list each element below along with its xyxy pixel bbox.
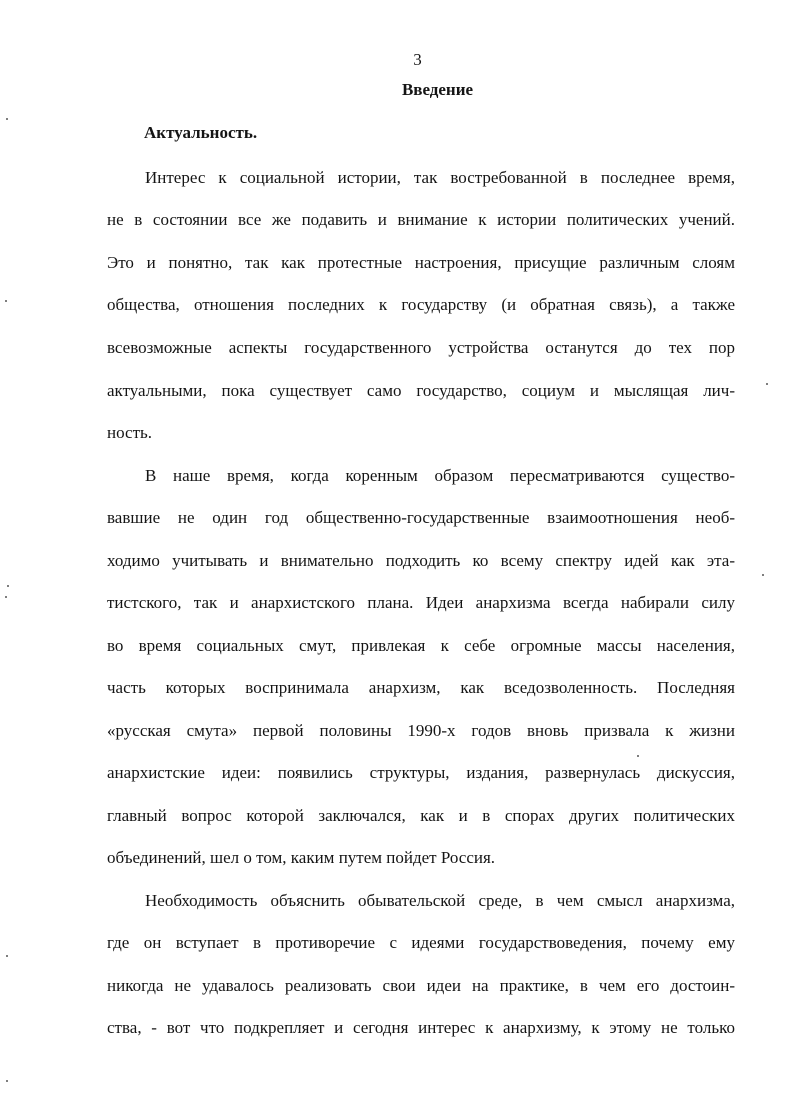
text-line: объединений, шел о том, каким путем пойдет Россия.	[107, 848, 496, 867]
page-title: Введение	[401, 80, 474, 99]
scan-speck	[766, 383, 768, 385]
page-number: 3	[413, 50, 422, 69]
text-line: часть которых воспринимала анархизм, как вседозволенность. Последняя	[107, 678, 735, 697]
text-line: «русская смута» первой половины 1990-х годов вновь призвала к жизни	[107, 721, 735, 740]
scan-speck	[762, 574, 764, 576]
text-line: Необходимость объяснить обывательской среде, в чем смысл анархизма,	[145, 891, 735, 910]
text-line: тистского, так и анархистского плана. Идеи анархизма всегда набирали силу	[107, 593, 735, 612]
text-line: общества, отношения последних к государству (и обратная связь), а также	[107, 295, 735, 314]
text-line: ходимо учитывать и внимательно подходить ко всему спектру идей как эта-	[107, 551, 735, 570]
text-line: не в состоянии все же подавить и внимание к истории политических учений.	[107, 210, 735, 229]
text-line: ства, - вот что подкрепляет и сегодня интерес к анархизму, к этому не только	[107, 1018, 735, 1037]
scan-speck	[6, 118, 8, 120]
text-line: Интерес к социальной истории, так востребованной в последнее время,	[145, 168, 735, 187]
scan-speck	[637, 755, 639, 757]
text-line: вавшие не один год общественно-государственные взаимоотношения необ-	[107, 508, 735, 527]
text-line: В наше время, когда коренным образом пересматриваются существо-	[145, 466, 735, 485]
text-line: Это и понятно, так как протестные настроения, присущие различным слоям	[107, 253, 735, 272]
text-line: всевозможные аспекты государственного устройства останутся до тех пор	[107, 338, 735, 357]
text-line: никогда не удавалось реализовать свои идеи на практике, в чем его достоин-	[107, 976, 735, 995]
text-line: главный вопрос которой заключался, как и в спорах других политических	[107, 806, 735, 825]
scan-speck	[7, 585, 9, 587]
scan-speck	[6, 1080, 8, 1082]
section-heading: Актуальность.	[144, 123, 258, 142]
text-line: актуальными, пока существует само государство, социум и мыслящая лич-	[107, 381, 735, 400]
text-line: ность.	[107, 423, 152, 442]
scan-speck	[5, 300, 7, 302]
scan-speck	[5, 596, 7, 598]
scan-speck	[6, 955, 8, 957]
text-line: анархистские идеи: появились структуры, издания, развернулась дискуссия,	[107, 763, 735, 782]
text-line: во время социальных смут, привлекая к себе огромные массы населения,	[107, 636, 735, 655]
text-line: где он вступает в противоречие с идеями государствоведения, почему ему	[107, 933, 735, 952]
